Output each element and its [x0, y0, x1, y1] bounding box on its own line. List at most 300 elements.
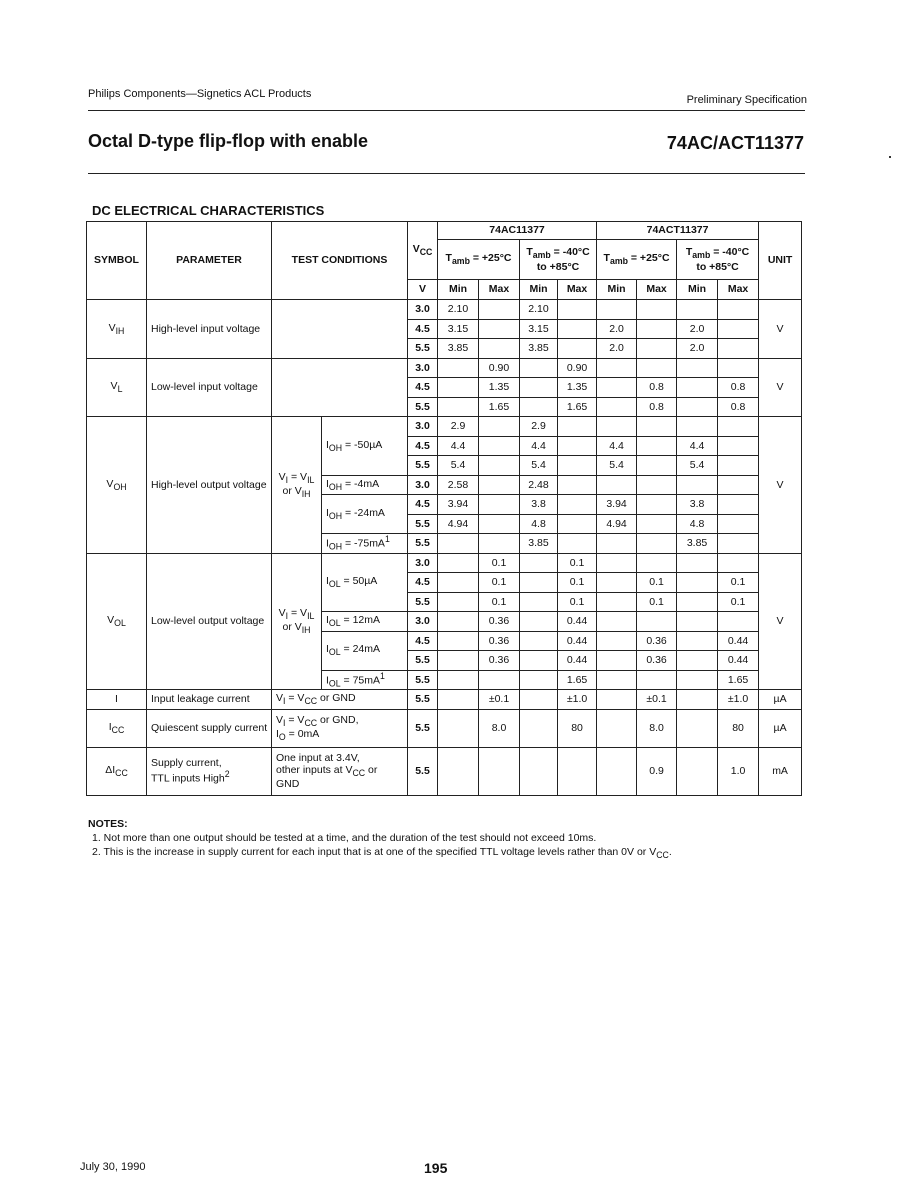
value-cell: [718, 339, 759, 359]
value-cell: [718, 456, 759, 476]
value-cell: [637, 436, 677, 456]
value-cell: 0.1: [718, 592, 759, 612]
vol-parameter: Low-level output voltage: [147, 553, 272, 690]
symbol-main: I: [108, 720, 112, 733]
value-cell: 3.8: [677, 495, 718, 515]
value-cell: [479, 514, 520, 534]
header-rule-top: [88, 110, 805, 111]
value-cell: 3.15: [438, 319, 479, 339]
cond-val: = -4mA: [342, 477, 380, 490]
value-cell: [558, 534, 597, 554]
symbol-main: V: [106, 477, 114, 490]
value-cell: 0.36: [637, 631, 677, 651]
value-cell: [677, 651, 718, 671]
value-cell: 3.85: [438, 339, 479, 359]
value-cell: 4.4: [597, 436, 637, 456]
value-cell: [597, 534, 637, 554]
value-cell: [520, 397, 558, 417]
value-cell: 0.1: [558, 553, 597, 573]
value-cell: [520, 709, 558, 747]
value-cell: [597, 358, 637, 378]
document-status: Preliminary Specification: [686, 94, 807, 106]
value-cell: [677, 631, 718, 651]
value-cell: 4.8: [677, 514, 718, 534]
value-cell: 2.0: [677, 319, 718, 339]
cond-sub: OH: [328, 442, 343, 453]
vcc-cell: 4.5: [408, 631, 438, 651]
voh-current-condition: [322, 417, 408, 476]
header-symbol: SYMBOL: [87, 222, 147, 300]
vcc-cell: 5.5: [408, 397, 438, 417]
cond-val: = 75mA: [340, 674, 381, 687]
page-title: Octal D-type flip-flop with enable: [88, 131, 369, 151]
value-cell: [520, 690, 558, 710]
part-number: 74AC/ACT11377: [666, 133, 804, 153]
header-group-act: 74ACT11377: [597, 222, 759, 240]
t-val: = -40°C: [550, 246, 590, 259]
value-cell: ±0.1: [637, 690, 677, 710]
value-cell: 4.94: [597, 514, 637, 534]
cond-val: = -75mA: [342, 537, 385, 550]
vcc-cell: 4.5: [408, 378, 438, 398]
dicc-conditions: [272, 747, 408, 795]
cond-val: = -50µA: [342, 438, 383, 451]
value-cell: 0.36: [637, 651, 677, 671]
value-cell: [677, 747, 718, 795]
value-cell: 0.44: [718, 651, 759, 671]
value-cell: [718, 417, 759, 437]
value-cell: [479, 319, 520, 339]
value-cell: 0.8: [637, 378, 677, 398]
table-row: [87, 747, 802, 795]
header-max: Max: [479, 280, 520, 300]
value-cell: [479, 670, 520, 690]
t-label: T: [603, 252, 610, 265]
cond-i: I: [326, 674, 329, 687]
value-cell: [438, 592, 479, 612]
value-cell: [438, 651, 479, 671]
cond-v: V: [278, 470, 286, 483]
value-cell: [558, 417, 597, 437]
cond-i: I: [326, 477, 329, 490]
vcc-cell: 5.5: [408, 651, 438, 671]
value-cell: [637, 612, 677, 632]
value-cell: [597, 631, 637, 651]
value-cell: [597, 378, 637, 398]
icc-symbol: [87, 709, 147, 747]
value-cell: 0.44: [558, 612, 597, 632]
cond-v: V: [276, 692, 284, 705]
value-cell: [597, 670, 637, 690]
value-cell: 2.9: [520, 417, 558, 437]
symbol-sub: IH: [115, 325, 125, 336]
value-cell: 5.4: [520, 456, 558, 476]
header-vcc: [408, 222, 438, 280]
dicc-parameter: [147, 747, 272, 795]
t-label: T: [445, 252, 452, 265]
value-cell: [677, 553, 718, 573]
value-cell: [597, 417, 637, 437]
value-cell: [637, 300, 677, 320]
header-max: Max: [558, 280, 597, 300]
value-cell: 1.65: [558, 397, 597, 417]
cond-sub: OH: [328, 481, 343, 492]
ii-parameter: Input leakage current: [147, 690, 272, 710]
cond-or: or V: [282, 484, 302, 497]
value-cell: [438, 612, 479, 632]
t-val: = +25°C: [627, 252, 670, 265]
value-cell: 5.4: [597, 456, 637, 476]
header-min: Min: [520, 280, 558, 300]
symbol-sub: CC: [115, 768, 128, 779]
cond-i: I: [326, 506, 329, 519]
section-title: DC ELECTRICAL CHARACTERISTICS: [92, 203, 325, 218]
cond-val: = 12mA: [340, 614, 381, 627]
cond-val: = 24mA: [340, 643, 381, 656]
t-val2: to +85°C: [536, 260, 580, 273]
value-cell: 0.44: [558, 651, 597, 671]
value-cell: [597, 397, 637, 417]
value-cell: [479, 339, 520, 359]
cond-line3: GND: [276, 778, 300, 791]
vcc-cell: 3.0: [408, 612, 438, 632]
vil-symbol: [87, 358, 147, 417]
value-cell: [520, 747, 558, 795]
value-cell: 0.1: [558, 592, 597, 612]
value-cell: 2.0: [597, 319, 637, 339]
value-cell: 3.85: [520, 339, 558, 359]
value-cell: [438, 553, 479, 573]
header-test-conditions: TEST CONDITIONS: [272, 222, 408, 300]
value-cell: [637, 339, 677, 359]
vih-parameter: High-level input voltage: [147, 300, 272, 359]
value-cell: [438, 378, 479, 398]
value-cell: 5.4: [677, 456, 718, 476]
vol-input-condition: [272, 553, 322, 690]
value-cell: 4.8: [520, 514, 558, 534]
value-cell: 3.15: [520, 319, 558, 339]
value-cell: 1.65: [558, 670, 597, 690]
header-rule-bottom: [88, 173, 805, 174]
value-cell: [718, 534, 759, 554]
ii-symbol: I: [87, 690, 147, 710]
value-cell: [520, 592, 558, 612]
note-2-text: 2. This is the increase in supply current for each input that is at one of the specified TTL voltage levels rather than 0V or V: [92, 846, 657, 859]
symbol-sub: L: [117, 384, 123, 395]
vcc-cell: 5.5: [408, 514, 438, 534]
value-cell: [597, 475, 637, 495]
vcc-cell: 4.5: [408, 436, 438, 456]
value-cell: [479, 417, 520, 437]
t-val2: to +85°C: [696, 260, 739, 273]
value-cell: 2.10: [520, 300, 558, 320]
value-cell: [597, 300, 637, 320]
notes-heading: NOTES:: [88, 818, 128, 830]
note-2-end: .: [668, 846, 672, 859]
vcc-cell: 3.0: [408, 475, 438, 495]
value-cell: [677, 670, 718, 690]
value-cell: 2.10: [438, 300, 479, 320]
value-cell: [479, 747, 520, 795]
vih-unit: V: [759, 300, 802, 359]
vcc-cell: 5.5: [408, 339, 438, 359]
vcc-cell: 5.5: [408, 592, 438, 612]
cond-or: or: [365, 763, 378, 776]
value-cell: 1.0: [718, 747, 759, 795]
value-cell: [677, 300, 718, 320]
cond-val: = -24mA: [342, 506, 385, 519]
vcc-cell: 5.5: [408, 670, 438, 690]
t-val: = +25°C: [469, 252, 512, 265]
value-cell: 0.8: [718, 378, 759, 398]
value-cell: [637, 553, 677, 573]
footnote-ref: 2: [224, 769, 230, 780]
header-group-ac: 74AC11377: [438, 222, 597, 240]
vol-current-condition: [322, 670, 408, 690]
icc-parameter: Quiescent supply current: [147, 709, 272, 747]
vol-current-condition: [322, 612, 408, 632]
table-row: [87, 690, 802, 710]
cond-sub: OH: [328, 511, 343, 522]
cond-eq: = V: [285, 692, 305, 705]
value-cell: [558, 436, 597, 456]
vcc-cell: 5.5: [408, 456, 438, 476]
value-cell: [520, 631, 558, 651]
value-cell: [677, 690, 718, 710]
value-cell: [718, 319, 759, 339]
value-cell: 4.94: [438, 514, 479, 534]
voh-symbol: [87, 417, 147, 554]
vcc-cell: 4.5: [408, 573, 438, 593]
cond-v: V: [276, 713, 284, 726]
param-line2: TTL inputs High: [151, 772, 225, 785]
notes: [88, 817, 672, 862]
value-cell: [677, 612, 718, 632]
vcc-cell: 3.0: [408, 358, 438, 378]
value-cell: [520, 358, 558, 378]
dc-characteristics-table: [86, 221, 802, 796]
value-cell: 0.36: [479, 631, 520, 651]
table-row: [87, 417, 802, 437]
vol-unit: V: [759, 553, 802, 690]
value-cell: 4.4: [438, 436, 479, 456]
vol-current-condition: [322, 553, 408, 612]
value-cell: [558, 475, 597, 495]
value-cell: 0.1: [558, 573, 597, 593]
value-cell: 80: [558, 709, 597, 747]
header-act-25c: [597, 240, 677, 280]
value-cell: [637, 358, 677, 378]
vcc-cell: 3.0: [408, 417, 438, 437]
t-sub: amb: [609, 256, 628, 267]
value-cell: [637, 670, 677, 690]
value-cell: 0.36: [479, 651, 520, 671]
value-cell: [558, 319, 597, 339]
page-number: 195: [424, 1160, 448, 1176]
param-line1: Supply current,: [151, 757, 222, 770]
table-row: [87, 300, 802, 320]
t-label: T: [685, 246, 693, 259]
value-cell: 0.90: [558, 358, 597, 378]
vcc-cell: 5.5: [408, 534, 438, 554]
value-cell: [438, 670, 479, 690]
value-cell: [677, 592, 718, 612]
cond-sub: OL: [328, 618, 341, 629]
value-cell: 2.58: [438, 475, 479, 495]
header-unit: UNIT: [759, 222, 802, 300]
value-cell: [479, 456, 520, 476]
value-cell: [597, 573, 637, 593]
cond-v: V: [278, 607, 286, 620]
value-cell: [677, 378, 718, 398]
vcc-cell: 5.5: [408, 747, 438, 795]
value-cell: [637, 475, 677, 495]
cond-io-val: = 0mA: [285, 728, 320, 740]
icc-conditions: [272, 709, 408, 747]
value-cell: 0.1: [479, 573, 520, 593]
value-cell: 1.65: [479, 397, 520, 417]
value-cell: [718, 514, 759, 534]
value-cell: 8.0: [637, 709, 677, 747]
value-cell: ±1.0: [558, 690, 597, 710]
cond-eq: = V: [288, 470, 308, 483]
value-cell: 3.94: [597, 495, 637, 515]
voh-parameter: High-level output voltage: [147, 417, 272, 554]
cond-sub: IH: [301, 625, 311, 636]
header-ac-range: [520, 240, 597, 280]
value-cell: [677, 397, 718, 417]
value-cell: 3.85: [520, 534, 558, 554]
value-cell: [520, 573, 558, 593]
vil-unit: V: [759, 358, 802, 417]
value-cell: [438, 631, 479, 651]
icc-unit: µA: [759, 709, 802, 747]
cond-gnd: or GND: [317, 692, 356, 705]
symbol-sub: OL: [114, 618, 126, 629]
value-cell: [558, 300, 597, 320]
value-cell: [637, 514, 677, 534]
value-cell: [520, 553, 558, 573]
value-cell: 4.4: [677, 436, 718, 456]
vil-parameter: Low-level input voltage: [147, 358, 272, 417]
value-cell: [597, 651, 637, 671]
t-sub: amb: [532, 250, 551, 261]
value-cell: [597, 553, 637, 573]
ii-unit: µA: [759, 690, 802, 710]
value-cell: [637, 495, 677, 515]
voh-current-condition: [322, 475, 408, 495]
cond-eq: = V: [285, 713, 305, 726]
value-cell: [520, 670, 558, 690]
vcc-cell: 4.5: [408, 495, 438, 515]
cond-sub: I: [283, 717, 286, 728]
value-cell: [597, 612, 637, 632]
value-cell: 0.90: [479, 358, 520, 378]
symbol-sub: CC: [111, 725, 125, 736]
cond-sub: I: [285, 474, 289, 485]
note-1: 1. Not more than one output should be tested at a time, and the duration of the test should not exceed 10ms.: [92, 832, 597, 845]
header-act-range: [677, 240, 759, 280]
company-header: Philips Components—Signetics ACL Products: [88, 88, 312, 100]
value-cell: [438, 397, 479, 417]
header-min: Min: [677, 280, 718, 300]
table-row: [87, 358, 802, 378]
value-cell: 3.94: [438, 495, 479, 515]
value-cell: [438, 358, 479, 378]
value-cell: [479, 475, 520, 495]
value-cell: 3.8: [520, 495, 558, 515]
value-cell: [637, 534, 677, 554]
cond-sub: CC: [304, 717, 318, 728]
value-cell: [479, 534, 520, 554]
cond-i: I: [326, 643, 329, 656]
value-cell: 0.1: [718, 573, 759, 593]
value-cell: ±0.1: [479, 690, 520, 710]
value-cell: [438, 573, 479, 593]
cond-i: I: [326, 438, 329, 451]
value-cell: 0.44: [718, 631, 759, 651]
value-cell: 1.65: [718, 670, 759, 690]
dicc-symbol: [87, 747, 147, 795]
value-cell: 0.1: [479, 553, 520, 573]
value-cell: [718, 475, 759, 495]
value-cell: [597, 690, 637, 710]
header-ac-25c: [438, 240, 520, 280]
cond-sub: IH: [301, 488, 311, 499]
value-cell: [718, 300, 759, 320]
t-val: = -40°C: [710, 246, 750, 259]
note-2-sub: CC: [656, 850, 669, 861]
cond-sub: CC: [304, 696, 318, 707]
value-cell: 0.1: [479, 592, 520, 612]
header-vcc-unit: V: [408, 280, 438, 300]
value-cell: [677, 358, 718, 378]
note-2: [88, 845, 672, 862]
cond-sub: OL: [328, 647, 341, 658]
value-cell: [718, 612, 759, 632]
value-cell: [558, 514, 597, 534]
vcc-cell: 5.5: [408, 709, 438, 747]
value-cell: 3.85: [677, 534, 718, 554]
t-sub: amb: [692, 250, 711, 261]
vol-current-condition: [322, 631, 408, 670]
cond-i: I: [326, 575, 329, 588]
table-row: [87, 553, 802, 573]
t-label: T: [526, 246, 533, 259]
ii-conditions: [272, 690, 408, 710]
value-cell: [558, 456, 597, 476]
value-cell: [558, 747, 597, 795]
vcc-cell: 5.5: [408, 690, 438, 710]
cond-sub: I: [285, 611, 289, 622]
value-cell: 80: [718, 709, 759, 747]
value-cell: 0.1: [637, 573, 677, 593]
value-cell: 5.4: [438, 456, 479, 476]
value-cell: [718, 358, 759, 378]
value-cell: [479, 300, 520, 320]
value-cell: [597, 592, 637, 612]
value-cell: 2.9: [438, 417, 479, 437]
value-cell: [597, 747, 637, 795]
cond-io: I: [276, 728, 279, 740]
header-max: Max: [718, 280, 759, 300]
value-cell: [637, 319, 677, 339]
symbol-sub: OH: [113, 481, 127, 492]
value-cell: [438, 534, 479, 554]
value-cell: [520, 651, 558, 671]
dicc-unit: mA: [759, 747, 802, 795]
footnote-ref: 1: [380, 670, 385, 681]
